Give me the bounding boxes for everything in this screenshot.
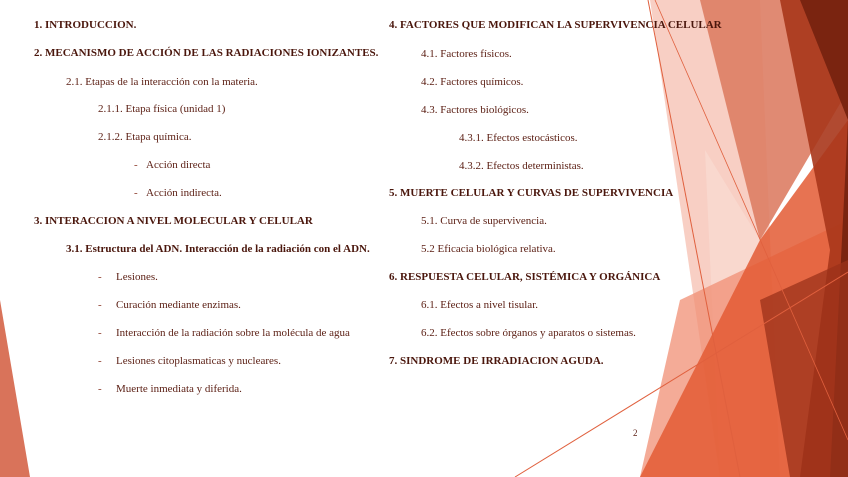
heading-mecanismo: 2. MECANISMO DE ACCIÓN DE LAS RADIACIONES IONIZANTES. xyxy=(34,47,379,59)
heading-introduccion: 1. INTRODUCCION. xyxy=(34,19,137,31)
item-accion-indirecta: Acción indirecta. xyxy=(146,187,222,199)
heading-interaccion: 3. INTERACCION A NIVEL MOLECULAR Y CELULAR xyxy=(34,215,313,227)
bullet-item: Lesiones. xyxy=(116,271,158,283)
heading-respuesta: 6. RESPUESTA CELULAR, SISTÉMICA Y ORGÁNICA xyxy=(389,271,661,283)
item-4-3-1: 4.3.1. Efectos estocásticos. xyxy=(459,132,578,144)
heading-factores: 4. FACTORES QUE MODIFICAN LA SUPERVIVENCIA CELULAR xyxy=(389,19,722,31)
dash-marker: - xyxy=(134,159,138,171)
item-accion-directa: Acción directa xyxy=(146,159,211,171)
dash-marker: - xyxy=(98,271,102,283)
item-6-2: 6.2. Efectos sobre órganos y aparatos o sistemas. xyxy=(421,327,636,339)
dash-marker: - xyxy=(134,187,138,199)
item-3-1: 3.1. Estructura del ADN. Interacción de la radiación con el ADN. xyxy=(66,243,370,255)
bullet-item: Interacción de la radiación sobre la molécula de agua xyxy=(116,327,350,339)
item-4-1: 4.1. Factores físicos. xyxy=(421,48,512,60)
item-4-3: 4.3. Factores biológicos. xyxy=(421,104,529,116)
item-4-3-2: 4.3.2. Efectos deterministas. xyxy=(459,160,584,172)
dash-marker: - xyxy=(98,383,102,395)
left-facet xyxy=(0,300,30,477)
bullet-item: Curación mediante enzimas. xyxy=(116,299,241,311)
item-5-2: 5.2 Eficacia biológica relativa. xyxy=(421,243,556,255)
item-5-1: 5.1. Curva de supervivencia. xyxy=(421,215,547,227)
dash-marker: - xyxy=(98,327,102,339)
item-2-1-1: 2.1.1. Etapa física (unidad 1) xyxy=(98,103,226,115)
dash-marker: - xyxy=(98,299,102,311)
bullet-item: Muerte inmediata y diferida. xyxy=(116,383,242,395)
item-4-2: 4.2. Factores químicos. xyxy=(421,76,524,88)
page-number: 2 xyxy=(633,428,638,438)
dash-marker: - xyxy=(98,355,102,367)
bullet-item: Lesiones citoplasmaticas y nucleares. xyxy=(116,355,281,367)
heading-sindrome: 7. SINDROME DE IRRADIACION AGUDA. xyxy=(389,355,604,367)
item-2-1-2: 2.1.2. Etapa química. xyxy=(98,131,192,143)
heading-muerte-celular: 5. MUERTE CELULAR Y CURVAS DE SUPERVIVENCIA xyxy=(389,187,674,199)
item-6-1: 6.1. Efectos a nivel tisular. xyxy=(421,299,538,311)
item-2-1: 2.1. Etapas de la interacción con la materia. xyxy=(66,76,258,88)
